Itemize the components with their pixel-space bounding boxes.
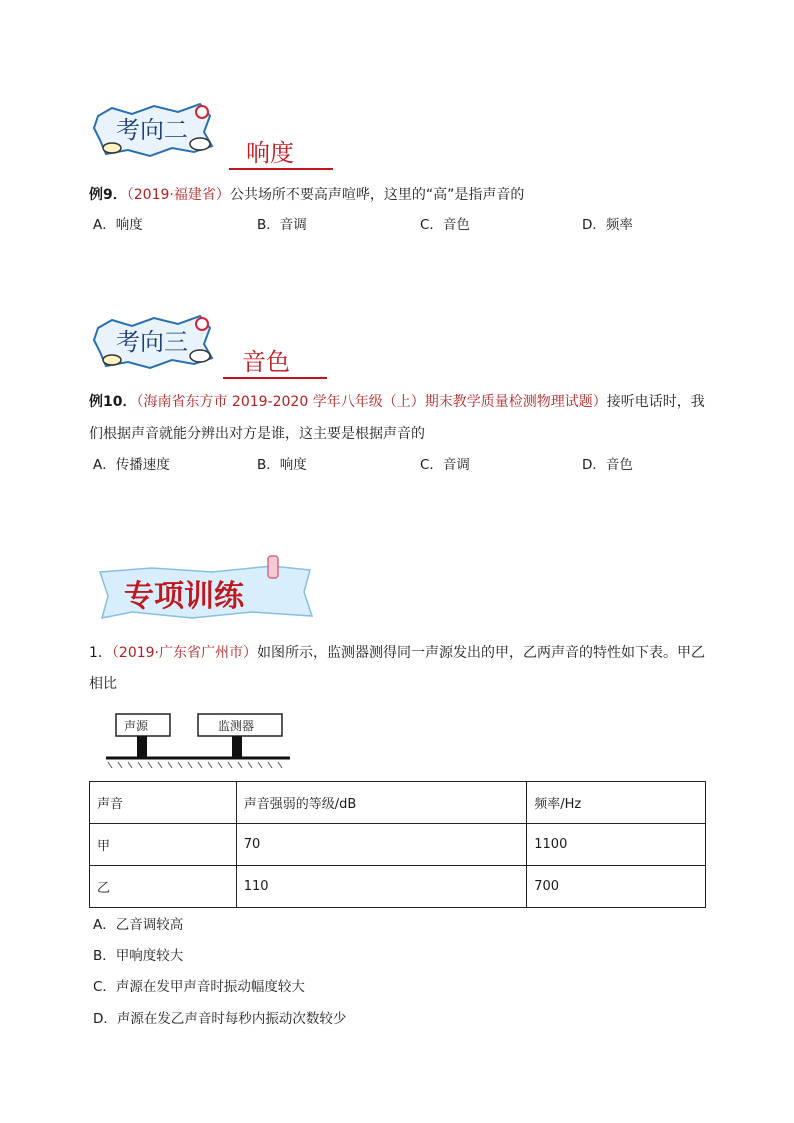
question-1-line2: 相比 xyxy=(89,676,117,692)
example-10-option-a[interactable]: A．传播速度 xyxy=(93,457,170,473)
section-tag-3 xyxy=(92,310,222,376)
section-tag-badge-icon xyxy=(92,98,222,164)
table-header-row xyxy=(90,782,706,824)
table-cell: 700 xyxy=(527,866,706,908)
question-1-number: 1． xyxy=(89,645,112,661)
example-9-question xyxy=(89,185,524,205)
section-tag-2-text: 考向二 xyxy=(116,116,188,144)
figure-source-label: 声源 xyxy=(124,719,149,733)
example-9-label: 例9． xyxy=(89,187,127,203)
question-1-option-c[interactable]: C．声源在发甲声音时振动幅度较大 xyxy=(93,979,305,995)
example-9-option-b[interactable]: B．音调 xyxy=(257,217,307,233)
section-title-2: 响度 xyxy=(246,139,294,167)
example-10-question-line1 xyxy=(89,392,705,412)
table-cell: 110 xyxy=(236,866,527,908)
monitor-setup-figure xyxy=(104,710,294,774)
question-1-text-1: 如图所示，监测器测得同一声源发出的甲，乙两声音的特性如下表。甲乙 xyxy=(257,645,706,661)
question-1-option-a[interactable]: A．乙音调较高 xyxy=(93,917,184,933)
section-tag-3-text: 考向三 xyxy=(116,328,188,356)
table-header-cell: 声音 xyxy=(90,782,237,824)
training-banner-ribbon-icon xyxy=(92,552,320,628)
example-10-question-line2: 们根据声音就能分辨出对方是谁，这主要是根据声音的 xyxy=(89,426,425,442)
example-9-option-c[interactable]: C．音色 xyxy=(420,217,470,233)
section-underline-2 xyxy=(229,168,333,170)
question-1-table xyxy=(89,781,706,908)
question-1-source: （2019·广东省广州市） xyxy=(111,645,258,661)
example-9-source: （2019·福建省） xyxy=(126,187,230,203)
figure-monitor-label: 监测器 xyxy=(218,719,255,733)
section-tag-badge-icon xyxy=(92,310,222,376)
table-cell: 70 xyxy=(236,824,527,866)
question-1-option-d[interactable]: D．声源在发乙声音时每秒内振动次数较少 xyxy=(93,1011,347,1027)
training-banner xyxy=(92,552,320,628)
example-9-option-a[interactable]: A．响度 xyxy=(93,217,143,233)
example-10-option-c[interactable]: C．音调 xyxy=(420,457,470,473)
section-underline-3 xyxy=(223,377,327,379)
question-1-figure xyxy=(104,710,294,774)
table-header-cell: 频率/Hz xyxy=(527,782,706,824)
table-cell: 1100 xyxy=(527,824,706,866)
table-cell: 甲 xyxy=(90,824,237,866)
table-header-cell: 声音强弱的等级/dB xyxy=(236,782,527,824)
example-10-source: （海南省东方市 2019-2020 学年八年级（上）期末教学质量检测物理试题） xyxy=(136,394,607,410)
example-10-option-b[interactable]: B．响度 xyxy=(257,457,307,473)
table-cell: 乙 xyxy=(90,866,237,908)
table-row xyxy=(90,824,706,866)
section-tag-2 xyxy=(92,98,222,164)
example-9-option-d[interactable]: D．频率 xyxy=(582,217,633,233)
table-row xyxy=(90,866,706,908)
example-10-option-d[interactable]: D．音色 xyxy=(582,457,633,473)
section-title-3: 音色 xyxy=(242,348,290,376)
question-1-line1 xyxy=(89,643,705,663)
training-banner-text: 专项训练 xyxy=(124,579,244,614)
example-10-label: 例10． xyxy=(89,394,137,410)
example-10-text-1: 接听电话时，我 xyxy=(606,394,705,410)
question-1-option-b[interactable]: B．甲响度较大 xyxy=(93,948,184,964)
example-9-text: 公共场所不要高声喧哗，这里的“高”是指声音的 xyxy=(229,187,525,203)
